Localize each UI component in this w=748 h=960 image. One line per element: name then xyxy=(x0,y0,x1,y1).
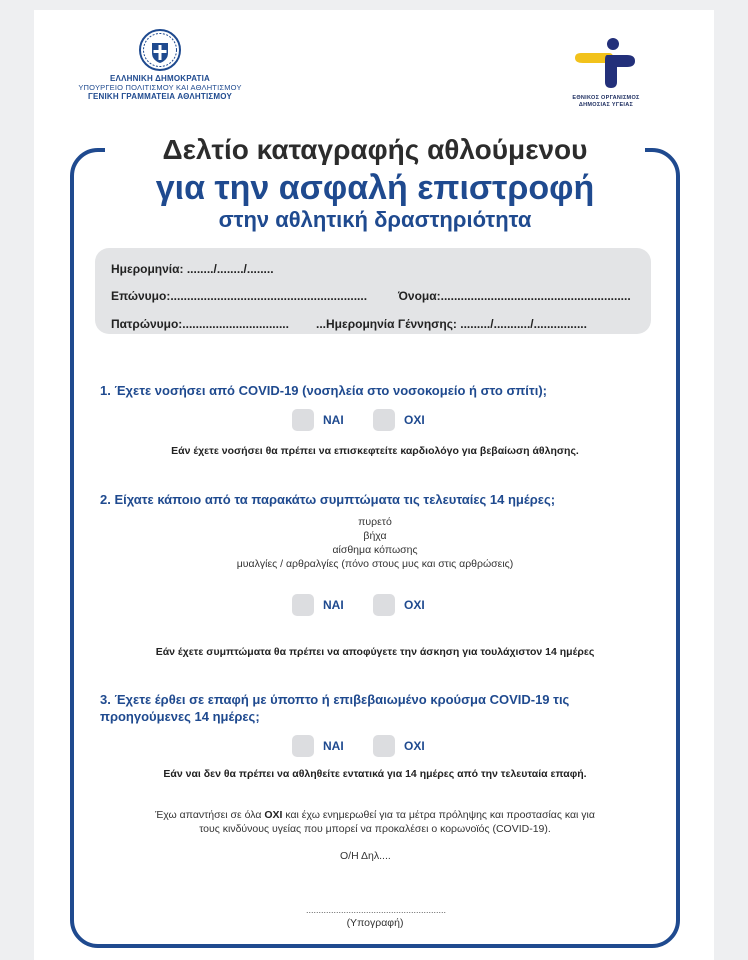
form-title-line-1-text: Δελτίο καταγραφής αθλούμενου xyxy=(155,134,596,165)
greek-emblem-icon xyxy=(138,28,182,72)
q1-yes-label: ΝΑΙ xyxy=(323,413,344,427)
declaration-line-2: τους κινδύνους υγείας που μπορεί να προκαλέσει ο κορωνοϊός (COVID-19). xyxy=(199,823,551,835)
name-field[interactable]: Όνομα:......................................................... xyxy=(398,289,631,303)
form-title-line-2: για την ασφαλή επιστροφή xyxy=(155,169,595,207)
symptom-item: πυρετό xyxy=(358,516,392,528)
q3-note: Εάν ναι δεν θα πρέπει να αθληθείτε εντατικά για 14 ημέρες από την τελευταία επαφή. xyxy=(163,768,587,780)
q1-no-checkbox[interactable] xyxy=(373,409,395,431)
q1-yes-option[interactable] xyxy=(292,409,344,431)
signature-label: (Υπογραφή) xyxy=(346,917,404,929)
symptom-item: μυαλγίες / αρθραλγίες (πόνο στους μυς και στις αρθρώσεις) xyxy=(236,558,514,570)
question-3-line-2: προηγούμενες 14 ημέρες; xyxy=(100,709,260,724)
form-title-line-3: στην αθλητική δραστηριότητα xyxy=(218,207,532,232)
birthdate-field[interactable]: ...Ημερομηνία Γέννησης: ........./.........../................ xyxy=(316,317,587,331)
q3-no-checkbox[interactable] xyxy=(373,735,395,757)
symptom-item: αίσθημα κόπωσης xyxy=(332,544,418,556)
q1-note: Εάν έχετε νοσήσει θα πρέπει να επισκεφτείτε καρδιολόγο για βεβαίωση άθλησης. xyxy=(171,445,579,457)
q1-no-label: ΟΧΙ xyxy=(404,413,425,427)
eody-line-2: ΔΗΜΟΣΙΑΣ ΥΓΕΙΑΣ xyxy=(578,102,634,108)
q3-no-label: ΟΧΙ xyxy=(404,739,425,753)
q3-yes-label: ΝΑΙ xyxy=(323,739,344,753)
question-1: 1. Έχετε νοσήσει από COVID-19 (νοσηλεία στο νοσοκομείο ή στο σπίτι); xyxy=(100,383,547,398)
q2-yes-label: ΝΑΙ xyxy=(323,598,344,612)
declaration-text xyxy=(95,808,655,836)
declaration-bold: ΟΧΙ xyxy=(264,809,283,821)
signature-line[interactable]: ........................................................ xyxy=(306,905,447,915)
q1-no-option[interactable] xyxy=(373,409,425,431)
declaration-line-1 xyxy=(95,808,655,822)
eody-logo xyxy=(556,36,656,109)
declaration-pre: Έχω απαντήσει σε όλα xyxy=(155,809,265,821)
q2-note: Εάν έχετε συμπτώματα θα πρέπει να αποφύγετε την άσκηση για τουλάχιστον 14 ημέρες xyxy=(155,646,595,658)
q2-no-checkbox[interactable] xyxy=(373,594,395,616)
q1-yes-checkbox[interactable] xyxy=(292,409,314,431)
form-title-line-1 xyxy=(105,133,645,167)
ministry-logo xyxy=(60,28,260,101)
question-2: 2. Είχατε κάποιο από τα παρακάτω συμπτώματα τις τελευταίες 14 ημέρες; xyxy=(100,492,556,507)
q3-yes-checkbox[interactable] xyxy=(292,735,314,757)
father-name-field[interactable]: Πατρώνυμο:................................ xyxy=(111,317,289,331)
eody-cross-icon xyxy=(571,36,641,90)
surname-field[interactable]: Επώνυμο:........................................................... xyxy=(111,289,368,303)
q3-yes-option[interactable] xyxy=(292,735,344,757)
gov-line-2: ΥΠΟΥΡΓΕΙΟ ΠΟΛΙΤΙΣΜΟΥ ΚΑΙ ΑΘΛΗΤΙΣΜΟΥ xyxy=(78,83,242,92)
gov-line-3: ΓΕΝΙΚΗ ΓΡΑΜΜΑΤΕΙΑ ΑΘΛΗΤΙΣΜΟΥ xyxy=(87,92,233,101)
q2-no-option[interactable] xyxy=(373,594,425,616)
symptoms-list xyxy=(180,515,570,571)
question-3-line-1: 3. Έχετε έρθει σε επαφή με ύποπτο ή επιβεβαιωμένο κρούσμα COVID-19 τις xyxy=(100,692,570,707)
date-field[interactable]: Ημερομηνία: ......../......../........ xyxy=(111,262,274,276)
q2-yes-option[interactable] xyxy=(292,594,344,616)
q2-yes-checkbox[interactable] xyxy=(292,594,314,616)
declarant-label: Ο/Η Δηλ.... xyxy=(340,850,391,862)
gov-line-1: ΕΛΛΗΝΙΚΗ ΔΗΜΟΚΡΑΤΙΑ xyxy=(110,74,210,83)
symptom-item: βήχα xyxy=(363,530,387,542)
eody-line-1: ΕΘΝΙΚΟΣ ΟΡΓΑΝΙΣΜΟΣ xyxy=(572,95,640,101)
q3-no-option[interactable] xyxy=(373,735,425,757)
declaration-post: και έχω ενημερωθεί για τα μέτρα πρόληψης και προστασίας και για xyxy=(282,809,595,821)
q2-no-label: ΟΧΙ xyxy=(404,598,425,612)
